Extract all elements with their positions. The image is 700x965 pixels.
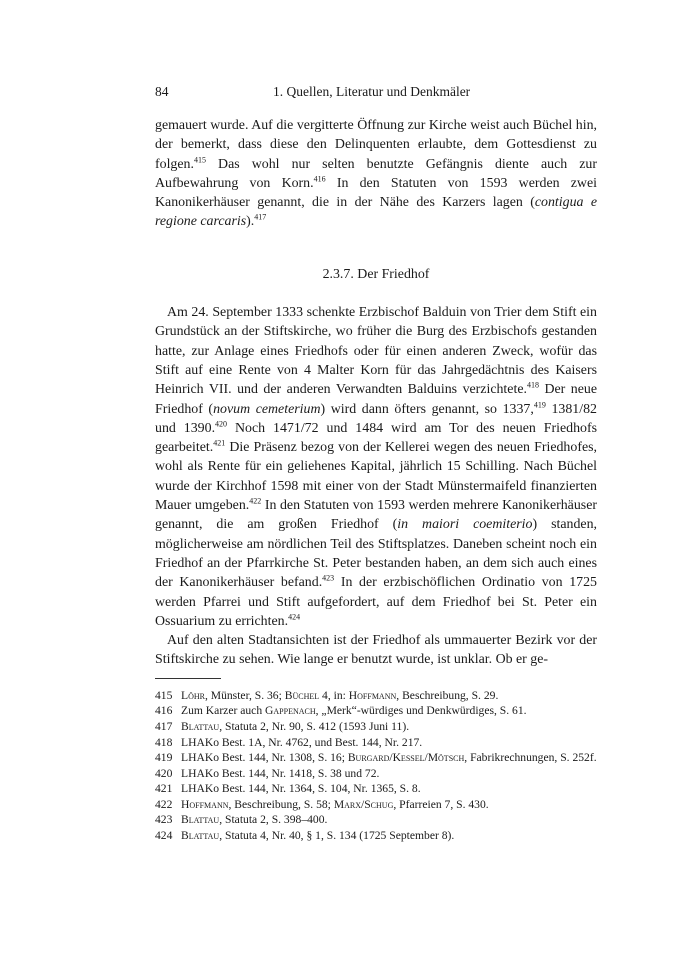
footnote-ref[interactable]: 419 xyxy=(533,399,546,409)
author-name: Blattau xyxy=(181,813,220,827)
footnote-ref[interactable]: 416 xyxy=(313,174,326,184)
footnote-422 xyxy=(155,797,597,813)
footnote-ref[interactable]: 424 xyxy=(288,612,301,622)
footnote-number: 421 xyxy=(155,782,173,796)
footnote-415 xyxy=(155,688,597,704)
footnote-416 xyxy=(155,703,597,719)
text-span: Der neue Friedhof ( xyxy=(155,382,597,417)
author-name: Hoffmann xyxy=(348,688,397,702)
text-span: Das wohl nur selten benutzte Gefängnis diente auch zur Aufbewahrung von Korn. xyxy=(155,156,597,191)
footnote-text: Zum Karzer auch xyxy=(181,704,266,718)
footnote-421 xyxy=(155,781,597,797)
text-span: Am 24. September 1333 schenkte Erzbischof Balduin von Trier dem Stift ein Grundstück an der Stiftskirche, wo früher die Burg des Erzbischofs gestanden hatte, zur Anlage eines Friedhofs oder für einen anderen Zweck, wofür das Stift auf eine Rente von 4 Malter Korn für das Jahrgedächtnis des Kaisers Heinrich VII. und der anderen Verwandten Balduins verzichtete. xyxy=(155,305,597,398)
footnote-text: , Münster, S. 36; xyxy=(204,688,285,702)
footnote-ref[interactable]: 417 xyxy=(254,212,267,222)
footnote-number: 424 xyxy=(155,829,173,843)
text-span: In den Statuten von 1593 werden mehrere Kanonikerhäuser genannt, die am großen Friedhof ( xyxy=(155,498,597,533)
author-name: Burgard/Kessel/Mötsch xyxy=(347,751,465,765)
footnote-text: LHAKo Best. 144, Nr. 1308, S. 16; xyxy=(181,751,348,765)
footnote-ref[interactable]: 418 xyxy=(526,380,539,390)
footnote-420 xyxy=(155,766,597,782)
latin-quote: novum cemeterium xyxy=(213,401,321,417)
author-name: Marx/Schug xyxy=(333,797,394,811)
body-text xyxy=(155,116,597,670)
running-title: 1. Quellen, Literatur und Denkmäler xyxy=(273,84,471,99)
footnote-number: 420 xyxy=(155,766,173,780)
footnote-text: , „Merk“-würdiges und Denkwürdiges, S. 61. xyxy=(315,704,527,718)
footnote-number: 419 xyxy=(155,751,173,765)
text-span: In den Statuten von 1593 werden zwei Kanonikerhäuser genannt, die in der Nähe des Karzers lagen ( xyxy=(155,175,597,211)
latin-quote: contigua e regione carcaris xyxy=(155,195,598,230)
author-name: Büchel xyxy=(284,688,320,702)
paragraph-3: Auf den alten Stadtansichten ist der Friedhof als ummauerter Bezirk vor der Stiftskirche zu sehen. Wie lange er benutzt wurde, ist unklar. Ob er ge- xyxy=(155,633,597,668)
author-name: Gappenach xyxy=(265,704,316,718)
footnote-423 xyxy=(155,812,597,828)
footnote-ref[interactable]: 415 xyxy=(193,154,206,164)
author-name: Blattau xyxy=(181,829,220,843)
text-span: ) standen, möglicherweise am nördlichen Teil des Stiftsplatzes. Daneben scheint noch ein Friedhof an der Pfarrkirche St. Peter bestanden haben, an dem sich auch eines der Kanonikerhäuser befand. xyxy=(155,517,597,591)
author-name: Blattau xyxy=(181,719,220,733)
footnote-number: 415 xyxy=(155,688,173,702)
footnote-number: 422 xyxy=(155,797,173,811)
footnote-ref[interactable]: 421 xyxy=(213,438,226,448)
paragraph-1 xyxy=(155,116,597,232)
text-span: Die Präsenz bezog von der Kellerei wegen des neuen Friedhofes, wohl als Rente für ein geliehenes Kapital, jährlich 15 Schilling. Nach Büchel wurde der Kirchhof 1598 mit einer von der Stadt Münstermaifeld finanzierten Mauer umgeben. xyxy=(155,440,597,514)
text-span: ). xyxy=(246,214,255,230)
footnote-417 xyxy=(155,719,597,735)
footnote-number: 423 xyxy=(155,813,173,827)
footnote-text: 4, in: xyxy=(319,688,349,702)
footnote-text: , Statuta 2, Nr. 90, S. 412 (1593 Juni 11). xyxy=(219,719,410,733)
footnote-text: , Pfarreien 7, S. 430. xyxy=(393,797,489,811)
footnote-text: , Beschreibung, S. 29. xyxy=(396,688,499,702)
footnote-number: 418 xyxy=(155,735,173,749)
footnote-text: , Fabrikrechnungen, S. 252f. xyxy=(464,751,597,765)
footnotes xyxy=(155,688,597,844)
footnote-text: , Statuta 4, Nr. 40, § 1, S. 134 (1725 September 8). xyxy=(219,829,455,843)
page-number: 84 xyxy=(155,84,169,99)
latin-quote: in maiori coemiterio xyxy=(397,517,533,533)
author-name: Löhr xyxy=(181,688,205,702)
footnote-divider xyxy=(155,678,221,679)
footnote-ref[interactable]: 422 xyxy=(249,496,262,506)
section-heading: 2.3.7. Der Friedhof xyxy=(322,266,430,282)
footnote-text: LHAKo Best. 144, Nr. 1418, S. 38 und 72. xyxy=(181,766,380,780)
footnote-text: LHAKo Best. 1A, Nr. 4762, und Best. 144, Nr. 217. xyxy=(181,735,423,749)
footnote-419 xyxy=(155,750,597,766)
text-span: Noch 1471/72 und 1484 wird am Tor des neuen Friedhofs gearbeitet. xyxy=(155,420,598,456)
page-header xyxy=(155,84,597,104)
footnote-ref[interactable]: 423 xyxy=(322,573,335,583)
footnote-number: 417 xyxy=(155,719,173,733)
text-span: In der erzbischöflichen Ordinatio von 1725 werden Pfarrei und Stift aufgefordert, auf dem Friedhof bei St. Peter ein Ossuarium zu errichten. xyxy=(155,575,597,629)
footnote-text: , Statuta 2, S. 398–400. xyxy=(219,813,328,827)
text-span: 1381/82 und 1390. xyxy=(155,401,597,436)
author-name: Hoffmann xyxy=(181,797,229,811)
footnote-424 xyxy=(155,828,597,844)
footnote-text: , Beschreibung, S. 58; xyxy=(228,797,334,811)
text-span: ) wird dann öfters genannt, so 1337, xyxy=(320,401,534,417)
footnote-418 xyxy=(155,735,597,751)
footnote-text: LHAKo Best. 144, Nr. 1364, S. 104, Nr. 1365, S. 8. xyxy=(181,782,421,796)
book-page xyxy=(155,84,597,844)
text-span: gemauert wurde. Auf die vergitterte Öffnung zur Kirche weist auch Büchel hin, der bemerkt, dass diese den Delinquenten erlaubte, dem Gottesdienst zu folgen. xyxy=(155,118,597,172)
footnote-ref[interactable]: 420 xyxy=(215,419,228,429)
paragraph-2 xyxy=(155,303,597,631)
footnote-number: 416 xyxy=(155,704,173,718)
